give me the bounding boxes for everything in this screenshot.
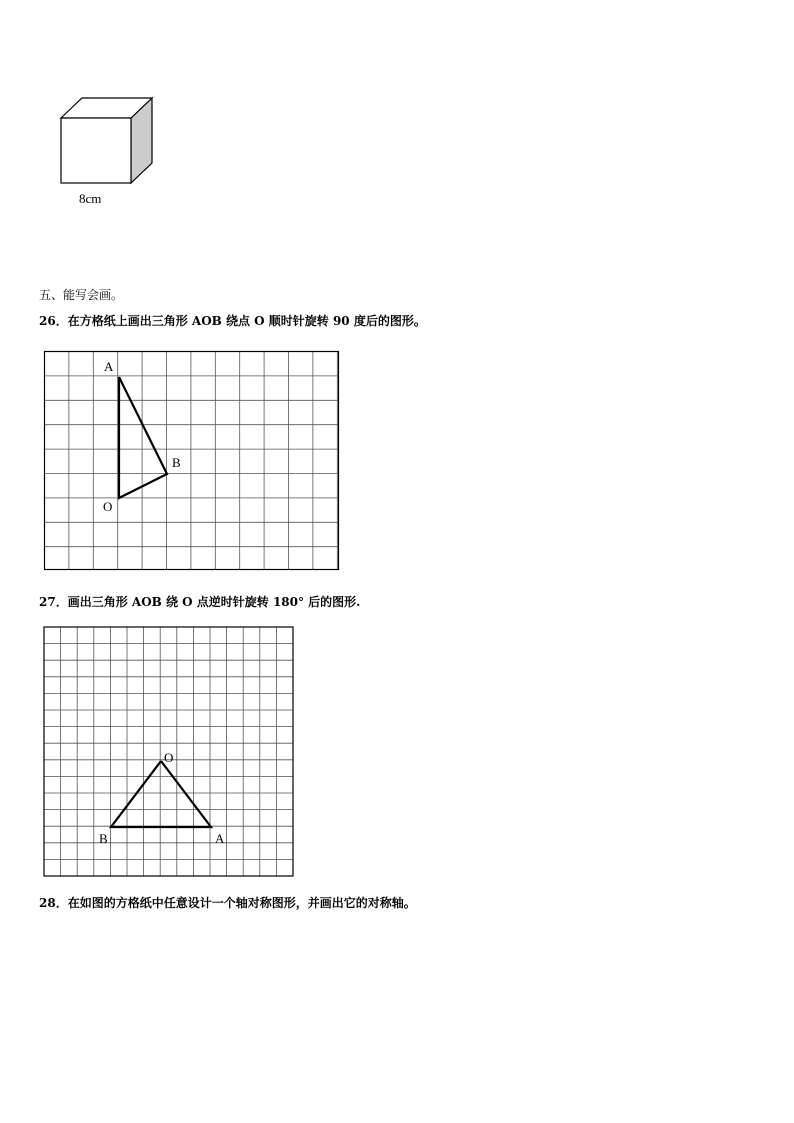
cube-edge-label: 8cm (79, 191, 102, 206)
question-27 (39, 594, 360, 610)
triangle-aob-2 (111, 761, 211, 827)
question-28 (39, 895, 416, 911)
grid-1-label-b: B (172, 455, 181, 470)
question-26 (39, 313, 426, 329)
question-26-number: 26． (39, 314, 68, 328)
grid-2-label-b: B (99, 831, 108, 846)
question-27-text: 画出三角形 AOB 绕 O 点逆时针旋转 180° 后的图形. (67, 595, 361, 609)
grid-2-label-a: A (215, 831, 225, 846)
grid-1-label-a: A (104, 359, 114, 374)
grid-2-label-o: O (164, 750, 174, 765)
triangle-aob-1 (119, 377, 167, 498)
section-heading: 五、能写会画。 (39, 288, 124, 302)
grid-1 (40, 348, 342, 574)
grid-2 (40, 624, 298, 880)
question-28-number: 28． (39, 896, 68, 910)
question-27-number: 27． (39, 595, 68, 609)
grid-1-label-o: O (103, 499, 113, 514)
question-26-text: 在方格纸上画出三角形 AOB 绕点 O 顺时针旋转 90 度后的图形。 (67, 314, 426, 328)
question-28-text: 在如图的方格纸中任意设计一个轴对称图形，并画出它的对称轴。 (67, 896, 416, 910)
cube-figure (55, 92, 160, 190)
